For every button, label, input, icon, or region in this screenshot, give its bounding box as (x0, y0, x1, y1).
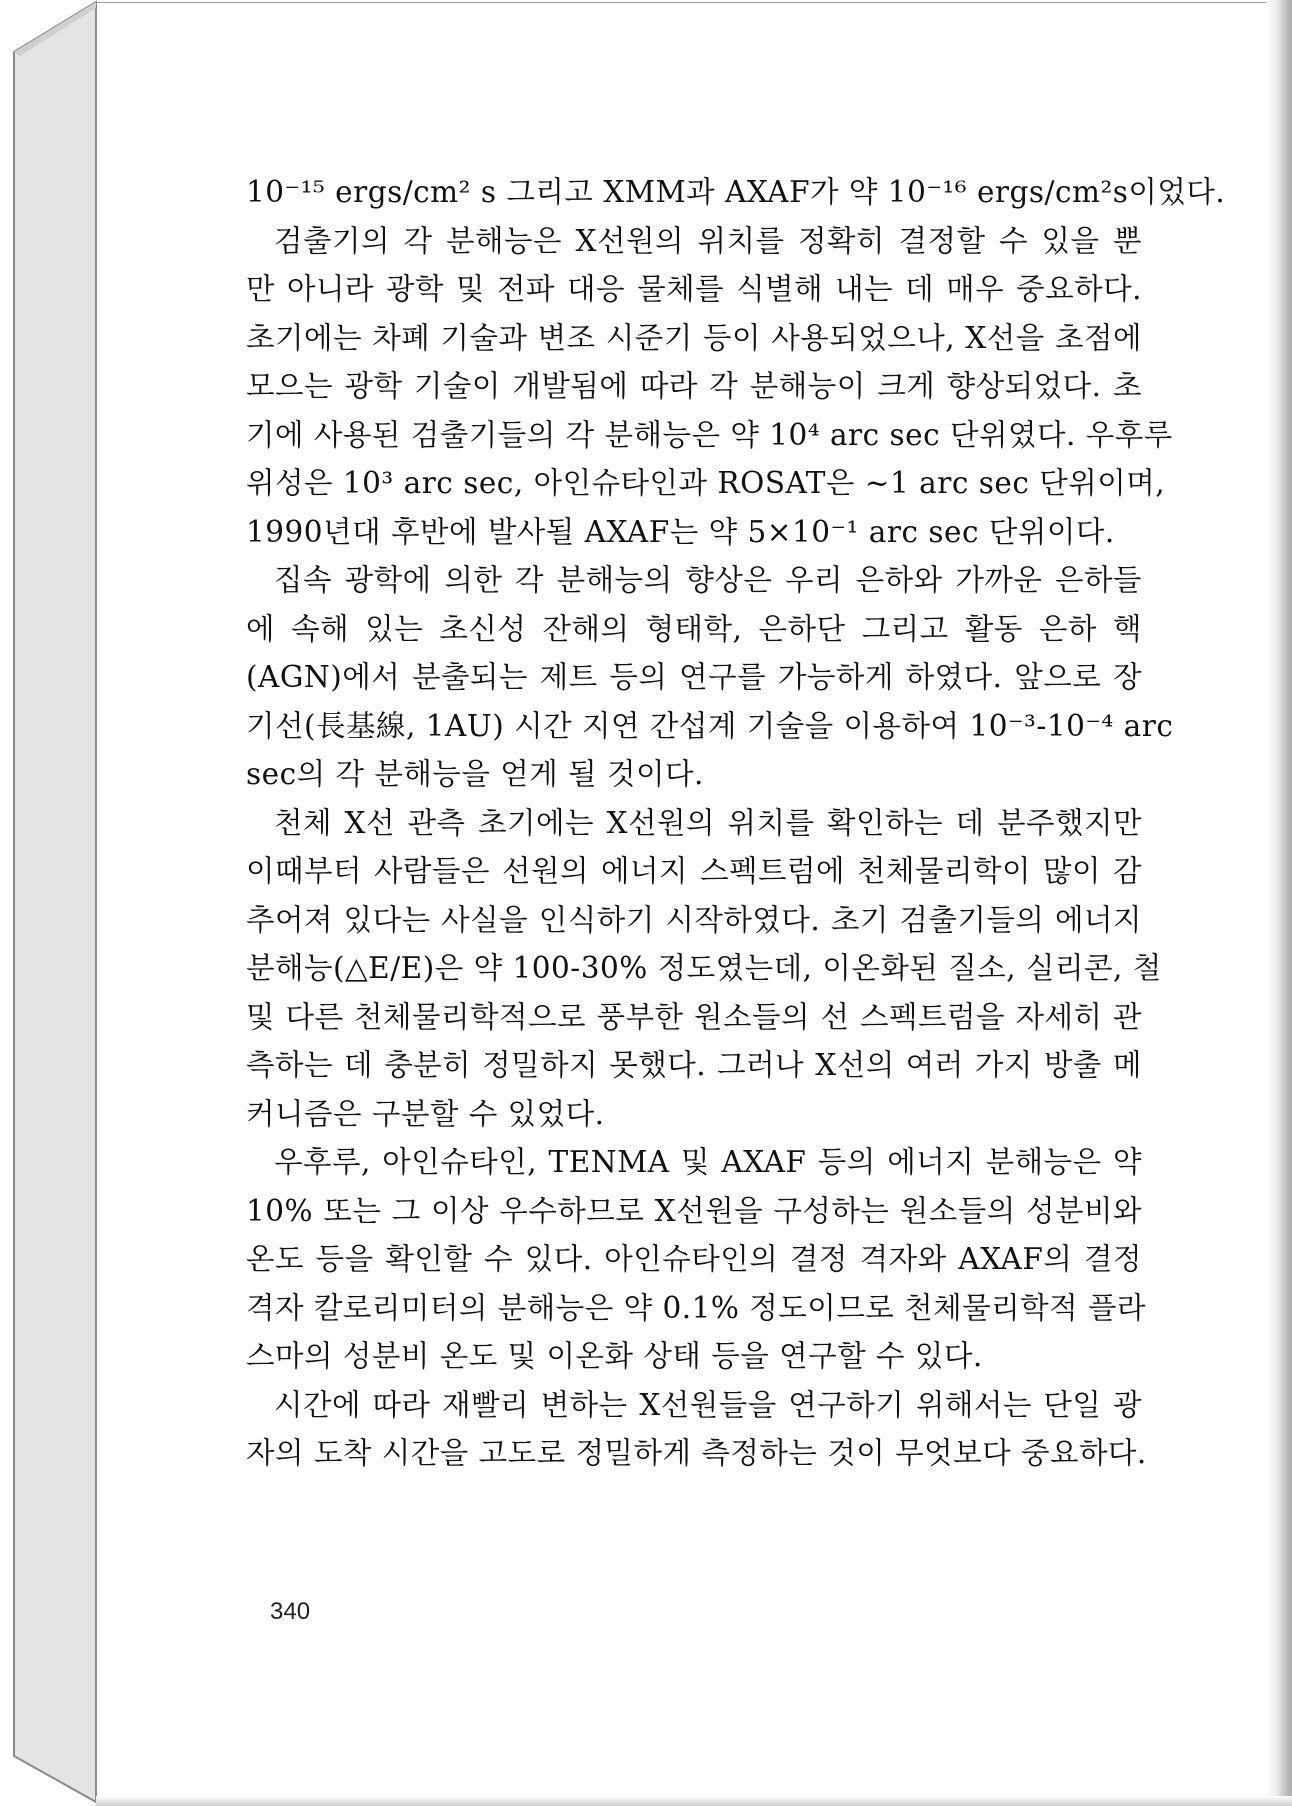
text-line: 온도 등을 확인할 수 있다. 아인슈타인의 결정 격자와 AXAF의 결정 (246, 1242, 1142, 1276)
page-number: 340 (270, 1598, 311, 1625)
text-line: 위성은 10³ arc sec, 아인슈타인과 ROSAT은 ~1 arc sec 단위이며, (246, 466, 1166, 500)
text-line: 집속 광학에 의한 각 분해능의 향상은 우리 은하와 가까운 은하들 (274, 563, 1142, 597)
text-line: 자의 도착 시간을 고도로 정밀하게 측정하는 것이 무엇보다 중요하다. (246, 1436, 1147, 1470)
page-edge-shadow (1266, 0, 1292, 1806)
text-line: 스마의 성분비 온도 및 이온화 상태 등을 연구할 수 있다. (246, 1339, 983, 1373)
text-line: 우후루, 아인슈타인, TENMA 및 AXAF 등의 에너지 분해능은 약 (274, 1145, 1142, 1179)
text-line: 1990년대 후반에 발사될 AXAF는 약 5×10⁻¹ arc sec 단위이다. (246, 514, 1115, 549)
text-line: 격자 칼로리미터의 분해능은 약 0.1% 정도이므로 천체물리학적 플라 (246, 1290, 1147, 1325)
text-line: 만 아니라 광학 및 전파 대응 물체를 식별해 내는 데 매우 중요하다. (246, 272, 1142, 306)
text-line: 10⁻¹⁵ ergs/cm² s 그리고 XMM과 AXAF가 약 10⁻¹⁶ ergs/cm²s이었다. (246, 175, 1226, 209)
text-line: 시간에 따라 재빨리 변하는 X선원들을 연구하기 위해서는 단일 광 (274, 1387, 1142, 1422)
text-line: 커니즘은 구분할 수 있었다. (246, 1096, 605, 1131)
text-line: 초기에는 차폐 기술과 변조 시준기 등이 사용되었으나, X선을 초점에 (246, 320, 1142, 355)
text-line: (AGN)에서 분출되는 제트 등의 연구를 가능하게 하였다. 앞으로 장 (246, 660, 1142, 694)
text-line: sec의 각 분해능을 얻게 될 것이다. (246, 757, 704, 791)
text-line: 및 다른 천체물리학적으로 풍부한 원소들의 선 스펙트럼을 자세히 관 (246, 999, 1142, 1034)
text-line: 추어져 있다는 사실을 인식하기 시작하였다. 초기 검출기들의 에너지 (246, 902, 1142, 937)
text-line: 기선(長基線, 1AU) 시간 지연 간섭계 기술을 이용하여 10⁻³-10⁻⁴ arc (246, 708, 1174, 743)
text-line: 10% 또는 그 이상 우수하므로 X선원을 구성하는 원소들의 성분비와 (246, 1193, 1142, 1228)
page-body-text (246, 168, 1226, 1478)
text-line: 모으는 광학 기술이 개발됨에 따라 각 분해능이 크게 향상되었다. 초 (246, 369, 1142, 403)
page-bottom-shadow (96, 1796, 1292, 1806)
text-line: 천체 X선 관측 초기에는 X선원의 위치를 확인하는 데 분주했지만 (274, 805, 1142, 840)
text-line: 측하는 데 충분히 정밀하지 못했다. 그러나 X선의 여러 가지 방출 메 (246, 1048, 1142, 1082)
text-line: 검출기의 각 분해능은 X선원의 위치를 정확히 결정할 수 있을 뿐 (274, 223, 1142, 258)
text-line: 분해능(△E/E)은 약 100-30% 정도였는데, 이온화된 질소, 실리콘, 철 (246, 951, 1162, 985)
text-line: 이때부터 사람들은 선원의 에너지 스펙트럼에 천체물리학이 많이 감 (246, 854, 1142, 888)
text-line: 에 속해 있는 초신성 잔해의 형태학, 은하단 그리고 활동 은하 핵 (246, 611, 1142, 646)
text-line: 기에 사용된 검출기들의 각 분해능은 약 10⁴ arc sec 단위였다. 우후루 (246, 417, 1173, 452)
